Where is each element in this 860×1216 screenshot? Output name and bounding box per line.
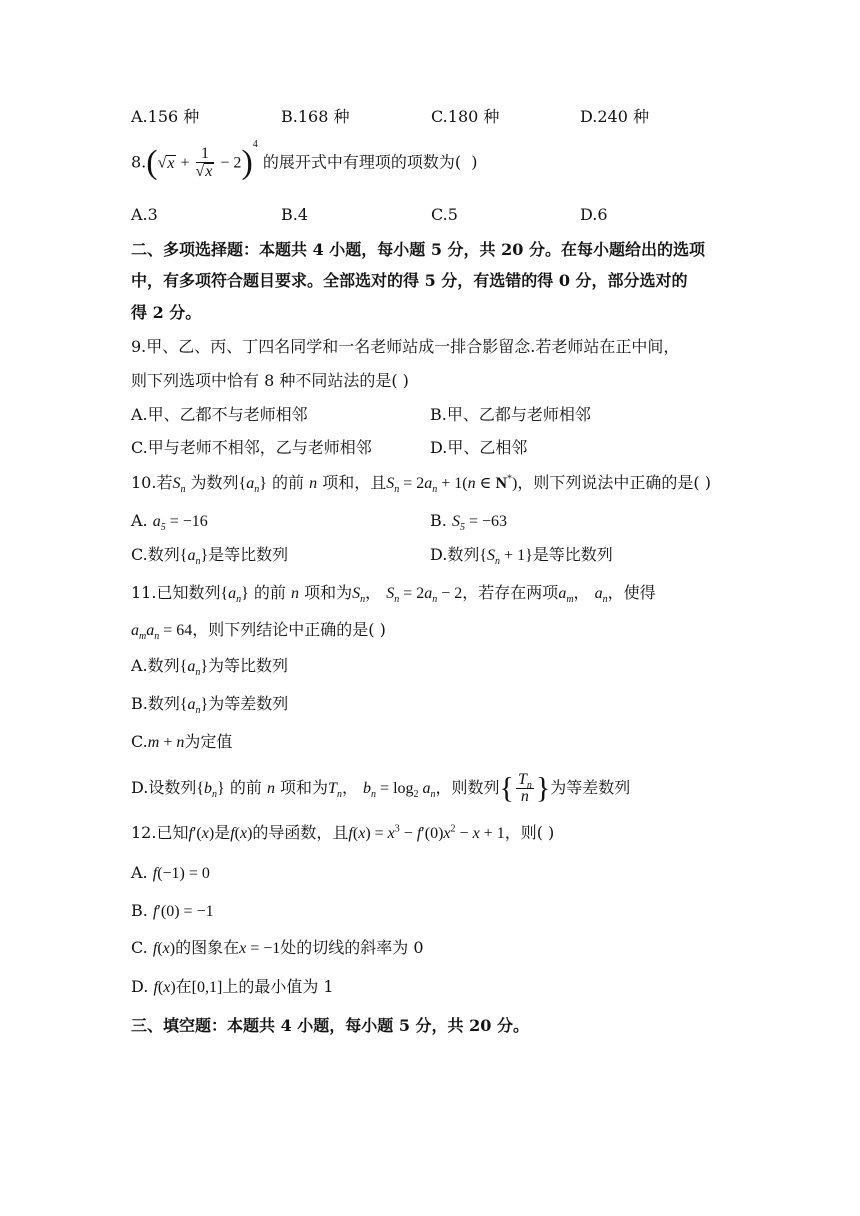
q10-stem: 10.若$S_n$ 为数列$\{a_n\}$ 的前 n 项和，且$S_n = 2a_n + 1(n$ ∈ N*)，则下列说法中正确的是( ) [131, 473, 711, 496]
q7-option-a: A.156 种 [131, 107, 200, 126]
q11-option-c: C.m + n为定值 [131, 732, 233, 751]
section2-heading-line2: 中，有多项符合题目要求。全部选对的得 5 分，有选错的得 0 分，部分选对的 [131, 271, 688, 290]
q12-stem: 12.已知f′(x)是f(x)的导函数，且$f(x) = x^3 - f'(0)x^2 - x + 1$，则( ) [131, 823, 555, 842]
q12-option-c: C. f(x)的图象在x = −1处的切线的斜率为 0 [131, 938, 424, 957]
q8-stem: 8.(√x + $\frac{1}{√x}$ − 2)$^4$ 的展开式中有理项的项数为( ) [131, 139, 478, 181]
q12-option-b: B. f′(0) = −1 [131, 901, 214, 920]
q11-stem-line1: 11.已知数列$\{a_n\}$ 的前 n 项和为$S_n$， $S_n = 2a_n - 2$，若存在两项$a_m$， $a_n$，使得 [131, 583, 656, 606]
q12-option-d: D. f(x)在[0,1]上的最小值为 1 [131, 977, 334, 996]
q9-stem-line1: 9.甲、乙、丙、丁四名同学和一名老师站成一排合影留念.若老师站在正中间， [131, 337, 680, 356]
q8-option-a: A.3 [131, 205, 158, 224]
q8-option-d: D.6 [580, 205, 608, 224]
q8-option-b: B.4 [281, 205, 309, 224]
q10-option-d: D.数列$\{S_n + 1\}$是等比数列 [430, 545, 613, 568]
q8-option-c: C.5 [431, 205, 458, 224]
q11-stem-line2: $a_ma_n = 64$，则下列结论中正确的是( ) [131, 620, 386, 643]
q12-option-a: A. f(−1) = 0 [131, 863, 210, 882]
q9-option-a: A.甲、乙都不与老师相邻 [131, 405, 308, 424]
q11-option-b: B.数列$\{a_n\}$为等差数列 [131, 694, 289, 717]
q11-option-d: D.设数列$\{b_n\}$ 的前 n 项和为$T_n$， $b_n = \log_2 a_n$，则数列{ $\frac{T_n}{n}$ }为等差数列 [131, 771, 631, 805]
section2-heading-line3: 得 2 分。 [131, 303, 202, 322]
q11-option-a: A.数列$\{a_n\}$为等比数列 [131, 656, 289, 679]
q9-option-b: B.甲、乙都与老师相邻 [430, 405, 591, 424]
q10-option-a: A. $a_5 = -16$ [131, 511, 208, 534]
q8-number: 8. [131, 152, 147, 172]
q9-stem-line2: 则下列选项中恰有 8 种不同站法的是( ) [131, 371, 409, 390]
q7-option-c: C.180 种 [431, 107, 500, 126]
q8-question-text: 的展开式中有理项的项数为( [262, 152, 462, 172]
q7-option-d: D.240 种 [580, 107, 649, 126]
q10-option-b: B. $S_5 = -63$ [430, 511, 507, 534]
q9-option-c: C.甲与老师不相邻，乙与老师相邻 [131, 438, 372, 457]
q7-option-b: B.168 种 [281, 107, 350, 126]
q9-option-d: D.甲、乙相邻 [430, 438, 528, 457]
section2-heading-line1: 二、多项选择题：本题共 4 小题，每小题 5 分，共 20 分。在每小题给出的选项 [131, 240, 705, 259]
q10-option-c: C.数列$\{a_n\}$是等比数列 [131, 545, 289, 568]
section3-heading: 三、填空题：本题共 4 小题，每小题 5 分，共 20 分。 [131, 1016, 529, 1035]
